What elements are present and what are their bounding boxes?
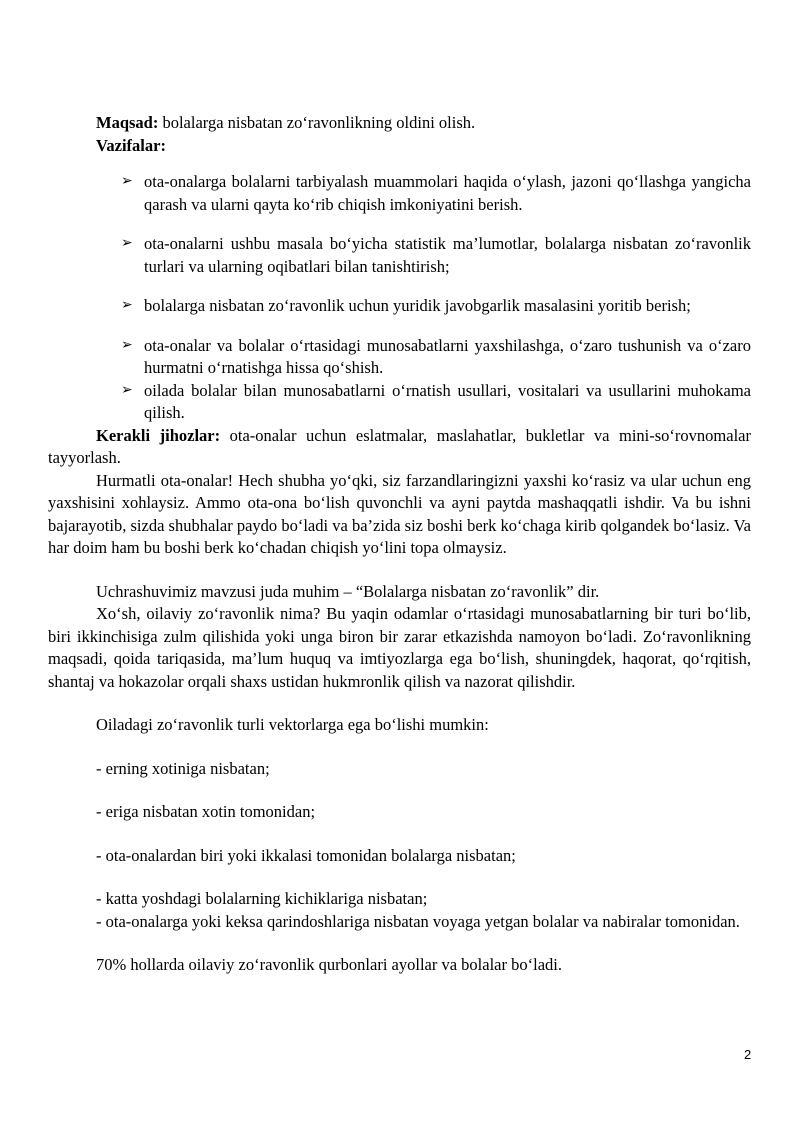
goal-text: bolalarga nisbatan zo‘ravonlikning oldini olish. bbox=[158, 113, 476, 132]
tasks-heading bbox=[48, 135, 751, 158]
arrow-bullet-icon: ➢ bbox=[121, 298, 133, 313]
list-item bbox=[48, 233, 751, 278]
tasks-list bbox=[48, 171, 751, 425]
paragraph-vectors: Oiladagi zo‘ravonlik turli vektorlarga ega bo‘lishi mumkin: bbox=[96, 715, 489, 734]
document-body bbox=[48, 112, 751, 977]
list-item-text: ota-onalarga bolalarni tarbiyalash muammolari haqida o‘ylash, jazoni qo‘llashga yangicha qarash va ularni qayta ko‘rib chiqish imkoniyatini berish. bbox=[144, 172, 751, 214]
dash-item: - erning xotiniga nisbatan; bbox=[96, 758, 270, 778]
paragraph-greeting: Hurmatli ota-onalar! Hech shubha yo‘qki, siz farzandlaringizni yaxshi ko‘rasiz va ular uchun eng yaxshisini xohlaysiz. Ammo ota-ona bo‘lish quvonchli va ayni paytda mashaqqatli ishdir. Va bu ishni bajarayotib, sizda shubhalar paydo bo‘ladi va ba’zida siz boshi berk ko‘chaga kirib qolgandek bo‘lasiz. Va har doim ham bu boshi berk ko‘chadan chiqish yo‘lini topa olmaysiz. bbox=[48, 470, 751, 557]
list-item bbox=[48, 380, 751, 425]
arrow-bullet-icon: ➢ bbox=[121, 236, 133, 251]
dash-item: - katta yoshdagi bolalarning kichiklariga nisbatan; bbox=[96, 889, 428, 908]
tasks-label: Vazifalar: bbox=[96, 135, 166, 155]
dash-item: - eriga nisbatan xotin tomonidan; bbox=[96, 802, 316, 821]
arrow-bullet-icon: ➢ bbox=[121, 174, 133, 189]
goal-label: Maqsad: bbox=[96, 113, 159, 132]
equipment-text: ota-onalar uchun eslatmalar, maslahatlar, bukletlar va mini-so‘rovnomalar tayyorlash. bbox=[48, 425, 751, 467]
dash-item: - ota-onalarga yoki keksa qarindoshlariga nisbatan voyaga yetgan bolalar va nabiralar tomonidan. bbox=[96, 911, 740, 931]
equipment-paragraph bbox=[48, 425, 751, 470]
paragraph-definition: Xo‘sh, oilaviy zo‘ravonlik nima? Bu yaqin odamlar o‘rtasidagi munosabatlarning bir turi bo‘lib, biri ikkinchisiga zulm qilishida yoki unga biron bir zarar etkazishda namoyon bo‘ladi. Zo‘ravonlikning maqsadi, qoida tariqasida, ma’lum huquq va imtiyozlarga ega bo‘lish, shuningdek, haqorat, qo‘rqitish, shantaj va hokazolar orqali shaxs ustidan hukmronlik qilish va nazorat qilishdir. bbox=[48, 604, 751, 691]
paragraph-statistic: 70% hollarda oilaviy zo‘ravonlik qurbonlari ayollar va bolalar bo‘ladi. bbox=[96, 955, 562, 974]
arrow-bullet-icon: ➢ bbox=[121, 382, 133, 398]
paragraph-topic: Uchrashuvimiz mavzusi juda muhim – “Bolalarga nisbatan zo‘ravonlik” dir. bbox=[96, 581, 600, 601]
list-item-text: oilada bolalar bilan munosabatlarni o‘rnatish usullari, vositalari va usullarini muhokama qilish. bbox=[144, 380, 751, 422]
equipment-label: Kerakli jihozlar: bbox=[96, 425, 221, 445]
arrow-bullet-icon: ➢ bbox=[121, 337, 133, 353]
list-item-text: bolalarga nisbatan zo‘ravonlik uchun yuridik javobgarlik masalasini yoritib berish; bbox=[144, 296, 691, 315]
dash-item: - ota-onalardan biri yoki ikkalasi tomonidan bolalarga nisbatan; bbox=[96, 845, 516, 865]
list-item-text: ota-onalarni ushbu masala bo‘yicha statistik ma’lumotlar, bolalarga nisbatan zo‘ravonlik turlari va ularning oqibatlari bilan tanishtirish; bbox=[144, 234, 751, 276]
list-item bbox=[48, 295, 751, 318]
goal-line bbox=[48, 112, 751, 135]
list-item bbox=[48, 335, 751, 380]
list-item-text: ota-onalar va bolalar o‘rtasidagi munosabatlarni yaxshilashga, o‘zaro tushunish va o‘zaro hurmatni o‘rnatishga hissa qo‘shish. bbox=[144, 335, 751, 377]
page-number: 2 bbox=[744, 1047, 752, 1062]
list-item bbox=[48, 171, 751, 216]
